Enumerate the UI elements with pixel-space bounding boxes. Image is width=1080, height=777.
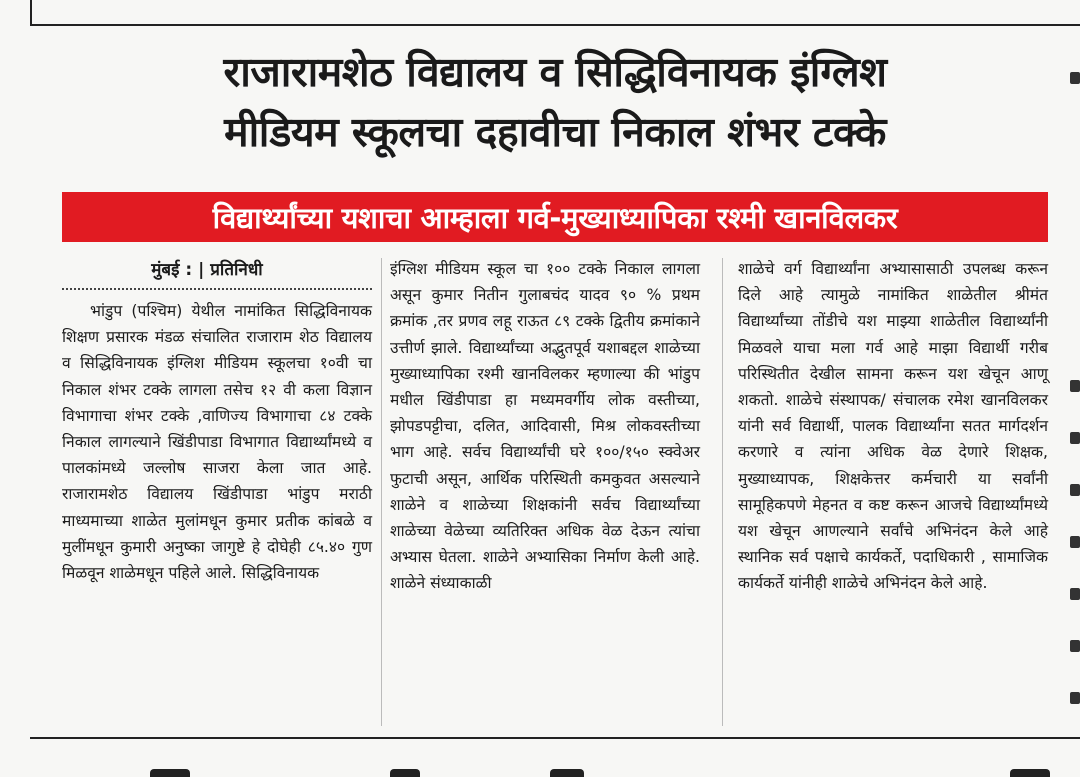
cut-off-glyph xyxy=(1070,640,1080,652)
top-border-rule xyxy=(30,24,1080,26)
column-3-text: शाळेचे वर्ग विद्यार्थ्यांना अभ्यासासाठी उपलब्ध करून दिले आहे त्यामुळे नामांकित शाळेतील श्रीमंत विद्यार्थ्यांच्या तोंडीचे यश माझ्या शाळेतील विद्यार्थ्यांनी मिळवले याचा मला गर्व आहे माझा विद्यार्थी गरीब परिस्थितीत देखील सामना करून यश खेचून आणू शकतो. शाळेचे संस्थापक/ संचालक रमेश खानविलकर यांनी सर्व विद्यार्थी, पालक विद्यार्थ्यांना सतत मार्गदर्शन करणारे व त्यांना अधिक वेळ देणारे शिक्षक, मुख्याध्यापक, शिक्षकेत्तर कर्मचारी या सर्वांनी सामूहिकपणे मेहनत व कष्ट करून आजचे विद्यार्थ्यांमध्ये यश खेचून आणल्याने सर्वांचे अभिनंदन केले आहे स्थानिक सर्व पक्षाचे कार्यकर्ते, पदाधिकारी , सामाजिक कार्यकर्ते यांनीही शाळेचे अभिनंदन केले आहे. xyxy=(738,260,1048,593)
adjacent-column-edge xyxy=(1066,60,1080,740)
cut-off-glyph xyxy=(1070,588,1080,600)
cut-off-glyph xyxy=(390,769,420,777)
article-body xyxy=(62,256,1052,726)
byline-dotted-separator xyxy=(62,288,372,290)
cut-off-glyph xyxy=(1070,484,1080,496)
cut-off-glyph xyxy=(1070,536,1080,548)
article-headline xyxy=(50,42,1060,162)
byline: मुंबई : | प्रतिनिधी xyxy=(151,260,263,280)
article-column-3 xyxy=(738,256,1048,597)
subheadline: विद्यार्थ्यांच्या यशाचा आम्हाला गर्व-मुख्याध्यापिका रश्मी खानविलकर xyxy=(212,200,898,235)
article-column-1 xyxy=(62,256,372,586)
column-border-left xyxy=(30,0,32,24)
column-1-text: भांडुप (पश्चिम) येथील नामांकित सिद्धिविनायक शिक्षण प्रसारक मंडळ संचालित राजाराम शेठ विद्यालय व सिद्धिविनायक इंग्लिश मीडियम स्कूलचा १०वी चा निकाल शंभर टक्के लागला तसेच १२ वी कला विज्ञान विभागाचा शंभर टक्के ,वाणिज्य विभागाचा ८४ टक्के निकाल लागल्याने खिंडीपाडा विभागात विद्यार्थ्यांमध्ये व पालकांमध्ये जल्लोष साजरा केला जात आहे. राजारामशेठ विद्यालय खिंडीपाडा भांडुप मराठी माध्यमाच्या शाळेत मुलांमधून कुमार प्रतीक कांबळे व मुलींमधून कुमारी अनुष्का जागुष्टे हे दोघेही ८५.४० गुण मिळवून शाळेमधून पहिले आले. सिद्धिविनायक xyxy=(62,302,372,583)
next-article-fragment xyxy=(30,747,1080,777)
column-2-text: इंग्लिश मीडियम स्कूल चा १०० टक्के निकाल लागला असून कुमार नितीन गुलाबचंद यादव ९० % प्रथम क्रमांक ,तर प्रणव लहू राऊत ८९ टक्के द्वितीय क्रमांकाने उत्तीर्ण झाले. विद्यार्थ्यांच्या अद्भुतपूर्व यशाबद्दल शाळेच्या मुख्याध्यापिका रश्मी खानविलकर म्हणाल्या की भांडुप मधील खिंडीपाडा हा मध्यमवर्गीय लोक वस्तीच्या, झोपडपट्टीचा, दलित, आदिवासी, मिश्र लोकवस्तीच्या भाग आहे. सर्वच विद्यार्थ्यांची घरे १००/१५० स्क्वेअर फुटाची असून, आर्थिक परिस्थिती कमकुवत असल्याने शाळेने व शाळेच्या शिक्षकांनी सर्वच विद्यार्थ्यांच्या शाळेच्या वेळेच्या व्यतिरिक्त अधिक वेळ देऊन त्यांचा अभ्यास घेतला. शाळेने अभ्यासिका निर्माण केली आहे. शाळेने संध्याकाळी xyxy=(390,260,700,593)
headline-line-1: राजारामशेठ विद्यालय व सिद्धिविनायक इंग्लिश xyxy=(223,48,887,96)
bottom-border-rule xyxy=(30,737,1080,739)
cut-off-glyph xyxy=(550,769,584,777)
cut-off-glyph xyxy=(1070,692,1080,704)
cut-off-glyph xyxy=(150,769,190,777)
cut-off-glyph xyxy=(1070,380,1080,392)
subheadline-banner xyxy=(62,192,1048,242)
cut-off-glyph xyxy=(1010,769,1050,777)
headline-line-2: मीडियम स्कूलचा दहावीचा निकाल शंभर टक्के xyxy=(224,108,886,156)
cut-off-glyph xyxy=(1070,432,1080,444)
cut-off-glyph xyxy=(1070,72,1080,84)
article-column-2 xyxy=(390,256,700,597)
